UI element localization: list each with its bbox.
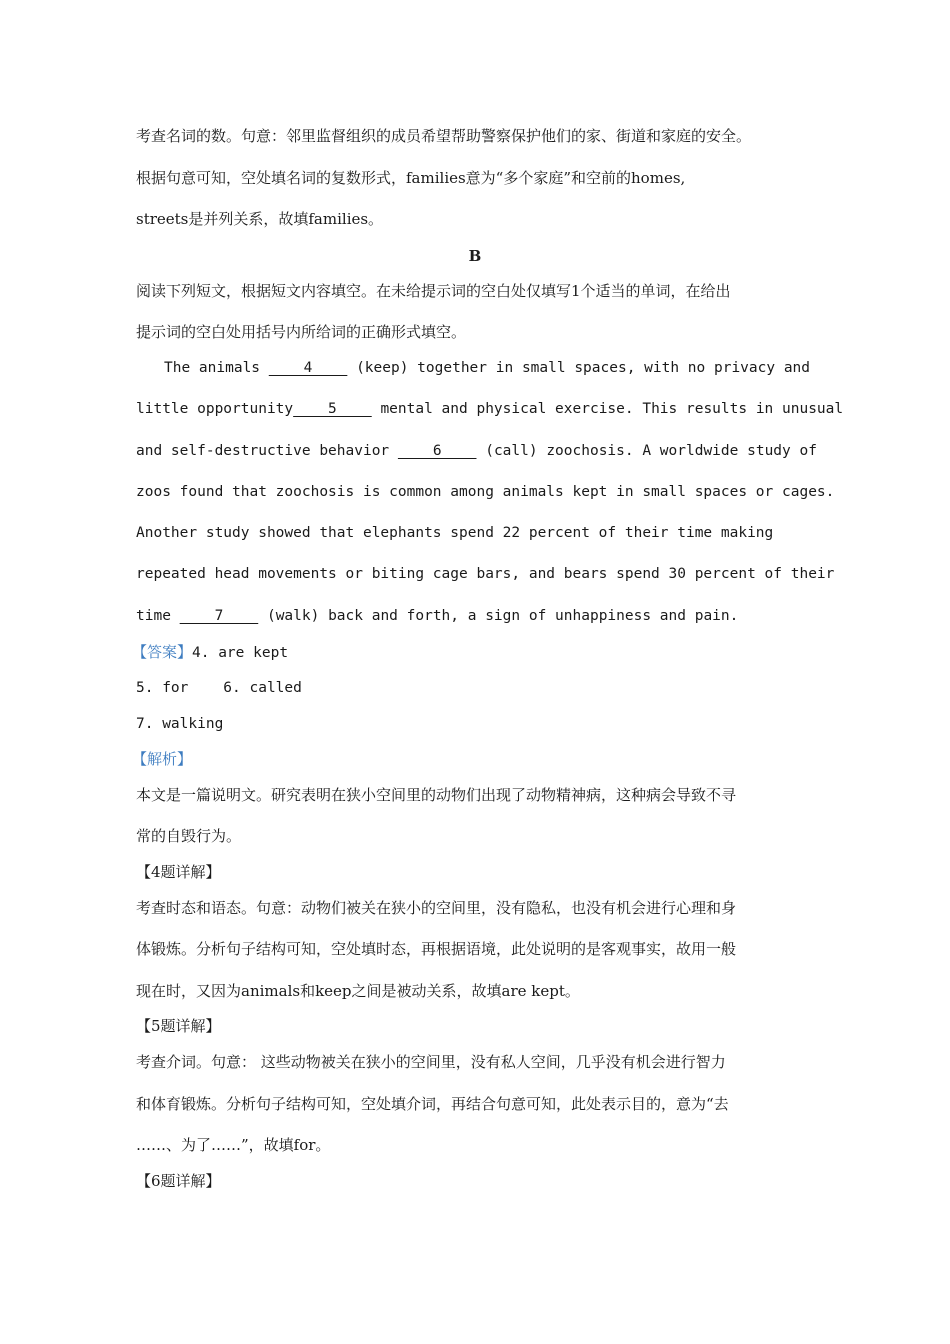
instruction-line: 阅读下列短文，根据短文内容填空。在未给提示词的空白处仅填写1个适当的单词，在给出 xyxy=(136,282,731,300)
answer-label: 【答案】 xyxy=(132,643,193,661)
section-label: B xyxy=(468,247,482,265)
q5-heading: 【5题详解】 xyxy=(136,1017,221,1035)
blank-6: 6 xyxy=(397,443,477,459)
q5-line: 和体育锻炼。分析句子结构可知，空处填介词，再结合句意可知，此处表示目的，意为“去 xyxy=(136,1095,729,1113)
passage-line: Another study showed that elephants spend 22 percent of their time making xyxy=(136,525,774,541)
answer-line xyxy=(132,641,288,664)
answer-4: 4. are kept xyxy=(192,645,289,661)
passage-text: (walk) back and forth, a sign of unhappiness and pain. xyxy=(258,608,739,624)
passage-line xyxy=(136,605,738,627)
q4-line: 体锻炼。分析句子结构可知，空处填时态，再根据语境，此处说明的是客观事实，故用一般 xyxy=(136,940,737,958)
passage-line: zoos found that zoochosis is common among animals kept in small spaces or cages. xyxy=(136,484,835,500)
q5-line: ……、为了……”，故填for。 xyxy=(136,1136,331,1154)
q5-line: 考查介词。句意： 这些动物被关在狭小的空间里，没有私人空间，几乎没有机会进行智力 xyxy=(136,1053,726,1071)
blank-7: 7 xyxy=(179,608,259,624)
passage-text: little opportunity xyxy=(136,401,294,417)
q4-line: 考查时态和语态。句意：动物们被关在狭小的空间里，没有隐私，也没有机会进行心理和身 xyxy=(136,899,737,917)
answer-7: 7. walking xyxy=(136,716,224,732)
passage-line xyxy=(136,398,843,420)
intro-line: 根据句意可知，空处填名词的复数形式，families意为“多个家庭”和空前的homes, xyxy=(136,169,686,187)
passage-line: repeated head movements or biting cage bars, and bears spend 30 percent of their xyxy=(136,566,835,582)
passage-text: The animals xyxy=(164,360,269,376)
q6-heading: 【6题详解】 xyxy=(136,1172,221,1190)
blank-4: 4 xyxy=(268,360,348,376)
passage-text: and self-destructive behavior xyxy=(136,443,398,459)
answer-5-6: 5. for 6. called xyxy=(136,680,302,696)
passage-line xyxy=(136,440,817,462)
analysis-label: 【解析】 xyxy=(132,750,193,768)
passage-line xyxy=(164,357,810,379)
q4-heading: 【4题详解】 xyxy=(136,863,221,881)
instruction-line: 提示词的空白处用括号内所给词的正确形式填空。 xyxy=(136,323,467,341)
analysis-line: 本文是一篇说明文。研究表明在狭小空间里的动物们出现了动物精神病，这种病会导致不寻 xyxy=(136,786,737,804)
q4-line: 现在时，又因为animals和keep之间是被动关系，故填are kept。 xyxy=(136,982,580,1000)
passage-text: (keep) together in small spaces, with no privacy and xyxy=(347,360,811,376)
intro-line: streets是并列关系，故填families。 xyxy=(136,210,384,228)
passage-text: time xyxy=(136,608,180,624)
passage-text: (call) zoochosis. A worldwide study of xyxy=(476,443,817,459)
intro-line: 考查名词的数。句意：邻里监督组织的成员希望帮助警察保护他们的家、街道和家庭的安全。 xyxy=(136,127,752,145)
blank-5: 5 xyxy=(293,401,372,417)
passage-text: mental and physical exercise. This results in unusual xyxy=(371,401,844,417)
analysis-line: 常的自毁行为。 xyxy=(136,827,242,845)
